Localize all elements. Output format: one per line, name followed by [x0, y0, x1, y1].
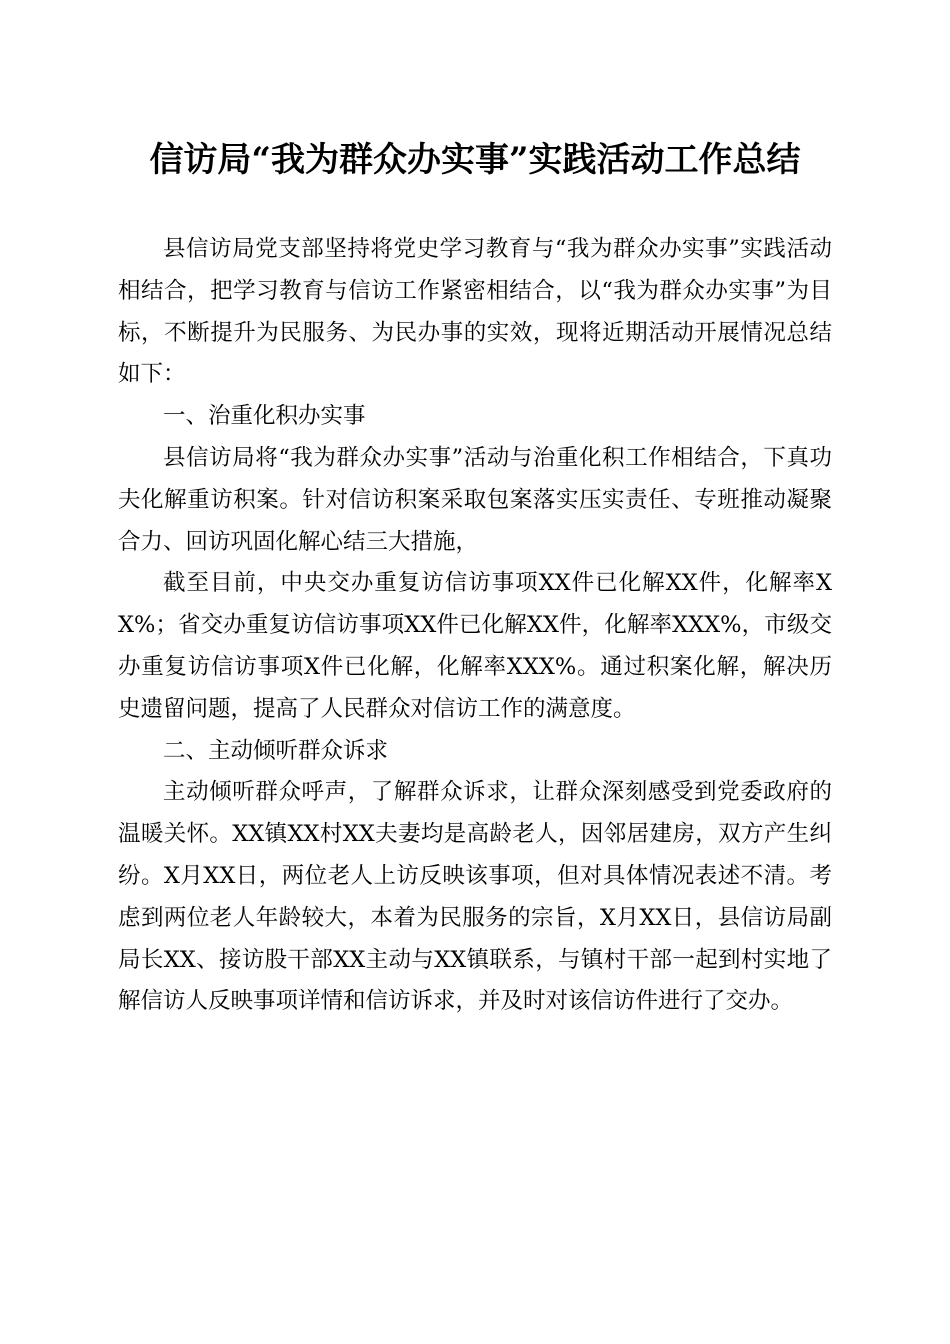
section-2-heading: 二、主动倾听群众诉求	[163, 737, 389, 764]
section-1-paragraph-2: 截至目前，中央交办重复访信访事项XX件已化解XX件，化解率XX%；省交办重复访信访事项XX件已化解XX件，化解率XXX%，市级交办重复访信访事项X件已化解，化解率XXX%。通过积案化解，解决历史遗留问题，提高了人民群众对信访工作的满意度。	[118, 570, 832, 722]
intro-paragraph: 县信访局党支部坚持将党史学习教育与“我为群众办实事”实践活动相结合，把学习教育与信访工作紧密相结合，以“我为群众办实事”为目标，不断提升为民服务、为民办事的实效，现将近期活动开展情况总结如下：	[118, 236, 832, 388]
section-1-heading: 一、治重化积办实事	[163, 403, 366, 430]
section-1-paragraph-1: 县信访局将“我为群众办实事”活动与治重化积工作相结合，下真功夫化解重访积案。针对信访积案采取包案落实压实责任、专班推动凝聚合力、回访巩固化解心结三大措施，	[118, 444, 832, 555]
section-2-paragraph-1: 主动倾听群众呼声，了解群众诉求，让群众深刻感受到党委政府的温暖关怀。XX镇XX村XX夫妻均是高龄老人，因邻居建房，双方产生纠纷。X月XX日，两位老人上访反映该事项，但对具体情况表述不清。考虑到两位老人年龄较大，本着为民服务的宗旨，X月XX日，县信访局副局长XX、接访股干部XX主动与XX镇联系，与镇村干部一起到村实地了解信访人反映事项详情和信访诉求，并及时对该信访件进行了交办。	[118, 779, 832, 1015]
document-body	[118, 229, 832, 1023]
document-title: 信访局“我为群众办实事”实践活动工作总结	[149, 140, 801, 180]
